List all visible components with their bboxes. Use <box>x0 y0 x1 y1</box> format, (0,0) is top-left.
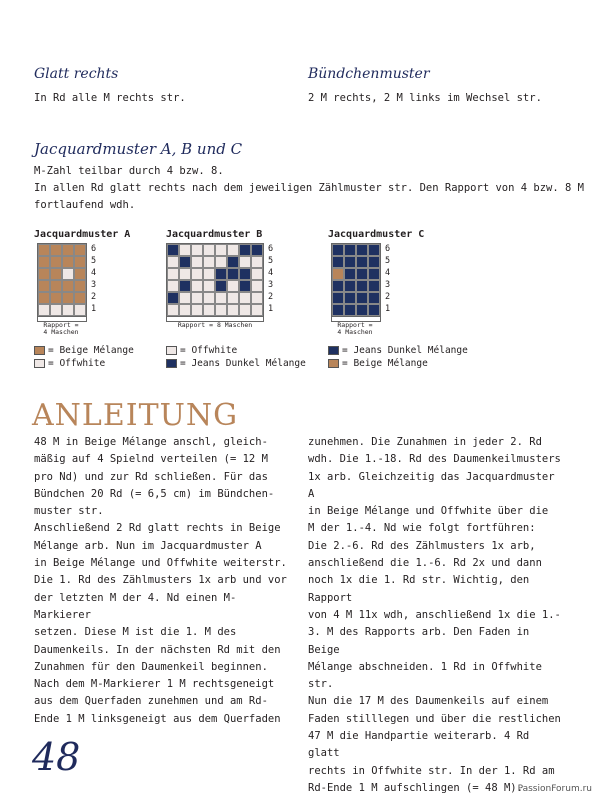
chart-c-cell <box>356 256 368 268</box>
chart-b-row-number: 3 <box>268 280 274 290</box>
chart-c-cell <box>344 304 356 316</box>
anleitung-line: Die 2.-6. Rd des Zählmusters 1x arb, <box>308 539 536 552</box>
legend-swatch <box>166 346 177 355</box>
legend-item <box>34 344 134 357</box>
chart-a-cell <box>38 304 50 316</box>
chart-a-cell <box>38 244 50 256</box>
chart-b-cell <box>227 268 239 280</box>
chart-c-legend <box>328 344 468 370</box>
chart-a-cell <box>38 268 50 280</box>
anleitung-line: Mélange arb. Nun im Jacquardmuster A <box>34 539 262 552</box>
chart-c-rapport <box>328 322 382 336</box>
chart-b-cell <box>215 304 227 316</box>
chart-c-row-number: 1 <box>385 304 391 314</box>
chart-b-legend <box>166 344 306 370</box>
chart-a-cell <box>74 280 86 292</box>
anleitung-title: ANLEITUNG <box>32 398 239 433</box>
chart-a-row-number: 4 <box>91 268 97 278</box>
chart-c-row-numbers <box>385 243 390 317</box>
anleitung-line: M der 1.-4. Nd wie folgt fortführen: <box>308 522 536 535</box>
anleitung-line: in Beige Mélange und Offwhite über die <box>308 505 549 518</box>
chart-a-cell <box>74 304 86 316</box>
page-number: 48 <box>32 735 81 779</box>
chart-a <box>34 229 134 370</box>
glatt-rechts-text: In Rd alle M rechts str. <box>34 92 186 104</box>
anleitung-left-column <box>34 434 289 728</box>
legend-label: = Beige Mélange <box>342 358 428 369</box>
chart-b-row-number: 6 <box>268 244 274 254</box>
chart-c-grid <box>331 243 381 317</box>
chart-a-cell <box>50 304 62 316</box>
chart-c-cell <box>368 268 380 280</box>
anleitung-line: der letzten M der 4. Nd einen M-Markierer <box>34 591 237 621</box>
anleitung-line: aus dem Querfaden zunehmen und am Rd- <box>34 695 268 708</box>
chart-a-row-number: 2 <box>91 292 97 302</box>
chart-c-cell <box>356 304 368 316</box>
legend-label: = Jeans Dunkel Mélange <box>342 345 468 356</box>
chart-b-cell <box>179 304 191 316</box>
chart-b-cell <box>167 256 179 268</box>
chart-a-row-number: 5 <box>91 256 97 266</box>
chart-c-row-number: 5 <box>385 256 391 266</box>
watermark: PassionForum.ru <box>517 784 592 794</box>
chart-a-rapport-line2: 4 Maschen <box>43 328 79 336</box>
chart-b-cell <box>191 268 203 280</box>
chart-a-rapport-line1: Rapport = <box>43 321 79 329</box>
chart-a-cell <box>74 256 86 268</box>
anleitung-line: setzen. Diese M ist die 1. M des <box>34 626 237 639</box>
anleitung-line: Bündchen 20 Rd (= 6,5 cm) im Bündchen- <box>34 487 275 500</box>
chart-c-row-number: 3 <box>385 280 391 290</box>
legend-swatch <box>166 359 177 368</box>
chart-a-cell <box>62 268 74 280</box>
legend-label: = Offwhite <box>180 345 238 356</box>
chart-c-cell <box>344 292 356 304</box>
anleitung-line: Nun die 17 M des Daumenkeils auf einem <box>308 695 549 708</box>
chart-b-cell <box>227 256 239 268</box>
chart-b-cell <box>203 256 215 268</box>
anleitung-line: 1x arb. Gleichzeitig das Jacquardmuster A <box>308 470 555 500</box>
anleitung-line: 47 M die Handpartie weiterarb. 4 Rd glatt <box>308 730 530 760</box>
chart-b-row-numbers <box>268 243 273 317</box>
anleitung-line: pro Nd) und zur Rd schließen. Für das <box>34 470 268 483</box>
chart-c-cell <box>368 304 380 316</box>
chart-b-cell <box>191 292 203 304</box>
chart-b-cell <box>203 304 215 316</box>
chart-b-cell <box>251 280 263 292</box>
anleitung-line: Rd-Ende 1 M aufschlingen (= 48 M). <box>308 781 523 794</box>
chart-b-cell <box>251 268 263 280</box>
chart-a-cell <box>74 292 86 304</box>
chart-c-cell <box>356 280 368 292</box>
chart-c-cell <box>356 268 368 280</box>
chart-b-row-number: 4 <box>268 268 274 278</box>
chart-c-cell <box>332 304 344 316</box>
chart-b-cell <box>215 280 227 292</box>
chart-c-cell <box>368 244 380 256</box>
chart-c-row-number: 4 <box>385 268 391 278</box>
chart-b-cell <box>167 268 179 280</box>
chart-a-cell <box>62 280 74 292</box>
chart-a-cell <box>38 256 50 268</box>
chart-b-cell <box>179 268 191 280</box>
chart-b-cell <box>167 280 179 292</box>
chart-b-cell <box>239 292 251 304</box>
anleitung-line: Daumenkeils. In der nächsten Rd mit den <box>34 643 281 656</box>
anleitung-line: 3. M des Rapports arb. Den Faden in Beige <box>308 626 530 656</box>
chart-b-cell <box>179 280 191 292</box>
chart-b-grid <box>166 243 264 317</box>
buendchenmuster-text: 2 M rechts, 2 M links im Wechsel str. <box>308 92 542 104</box>
chart-c-rapport-line1: Rapport = <box>337 321 373 329</box>
jacquard-line-3: fortlaufend wdh. <box>34 199 136 211</box>
legend-swatch <box>34 359 45 368</box>
anleitung-line: mäßig auf 4 Spielnd verteilen (= 12 M <box>34 453 268 466</box>
chart-a-row-number: 6 <box>91 244 97 254</box>
chart-b-cell <box>191 244 203 256</box>
legend-swatch <box>34 346 45 355</box>
chart-a-cell <box>38 292 50 304</box>
chart-a-rapport <box>34 322 88 336</box>
chart-b-cell <box>251 304 263 316</box>
chart-a-row-numbers <box>91 243 96 317</box>
anleitung-right-column <box>308 434 563 797</box>
chart-a-row-number: 3 <box>91 280 97 290</box>
chart-c <box>328 229 468 370</box>
heading-jacquardmuster: Jacquardmuster A, B und C <box>34 140 243 158</box>
chart-b-cell <box>227 280 239 292</box>
heading-buendchenmuster: Bündchenmuster <box>308 66 430 82</box>
chart-b-cell <box>251 256 263 268</box>
legend-item <box>166 344 306 357</box>
legend-item <box>34 357 134 370</box>
chart-c-rapport-line2: 4 Maschen <box>337 328 373 336</box>
chart-b-cell <box>239 304 251 316</box>
chart-a-row-number: 1 <box>91 304 97 314</box>
anleitung-line: muster str. <box>34 505 104 518</box>
chart-c-cell <box>332 244 344 256</box>
chart-c-cell <box>368 292 380 304</box>
chart-c-cell <box>368 256 380 268</box>
chart-c-row-number: 6 <box>385 244 391 254</box>
legend-item <box>328 357 468 370</box>
chart-c-cell <box>344 256 356 268</box>
chart-b-cell <box>179 244 191 256</box>
chart-a-cell <box>62 304 74 316</box>
chart-a-title: Jacquardmuster A <box>34 229 131 240</box>
anleitung-line: in Beige Mélange und Offwhite weiterstr. <box>34 557 287 570</box>
chart-b-cell <box>215 256 227 268</box>
chart-b-cell <box>227 244 239 256</box>
chart-b-cell <box>191 280 203 292</box>
chart-b-cell <box>167 304 179 316</box>
chart-a-cell <box>74 244 86 256</box>
jacquard-line-1: M-Zahl teilbar durch 4 bzw. 8. <box>34 165 224 177</box>
chart-b-cell <box>239 268 251 280</box>
anleitung-line: wdh. Die 1.-18. Rd des Daumenkeilmusters <box>308 453 561 466</box>
legend-item <box>328 344 468 357</box>
chart-c-cell <box>368 280 380 292</box>
legend-label: = Offwhite <box>48 358 106 369</box>
anleitung-line: 48 M in Beige Mélange anschl, gleich- <box>34 436 268 448</box>
anleitung-line: Die 1. Rd des Zählmusters 1x arb und vor <box>34 574 287 587</box>
anleitung-line: von 4 M 11x wdh, anschließend 1x die 1.- <box>308 608 561 621</box>
chart-c-title: Jacquardmuster C <box>328 229 425 240</box>
chart-a-cell <box>38 280 50 292</box>
chart-b-row-number: 1 <box>268 304 274 314</box>
chart-b-cell <box>251 292 263 304</box>
chart-b-rapport: Rapport = 8 Maschen <box>177 321 253 329</box>
chart-b-cell <box>215 292 227 304</box>
chart-b-cell <box>203 268 215 280</box>
anleitung-line: Mélange abschneiden. 1 Rd in Offwhite str. <box>308 660 542 691</box>
chart-a-cell <box>62 256 74 268</box>
anleitung-line: noch 1x die 1. Rd str. Wichtig, den Rapport <box>308 574 530 604</box>
jacquard-line-2: In allen Rd glatt rechts nach dem jeweiligen Zählmuster str. Den Rapport von 4 bzw. 8 M <box>34 182 584 194</box>
anleitung-line: Faden stilllegen und über die restlichen <box>308 712 561 725</box>
chart-c-cell <box>344 268 356 280</box>
chart-b-cell <box>227 292 239 304</box>
chart-b-cell <box>203 280 215 292</box>
chart-a-cell <box>50 280 62 292</box>
chart-a-cell <box>50 268 62 280</box>
chart-b-cell <box>167 292 179 304</box>
anleitung-line: anschließend die 1.-6. Rd 2x und dann <box>308 557 542 570</box>
chart-a-cell <box>74 268 86 280</box>
chart-b-cell <box>251 244 263 256</box>
chart-b-cell <box>239 280 251 292</box>
anleitung-line: rechts in Offwhite str. In der 1. Rd am <box>308 764 555 777</box>
legend-label: = Beige Mélange <box>48 345 134 356</box>
chart-c-cell <box>356 244 368 256</box>
anleitung-line: Anschließend 2 Rd glatt rechts in Beige <box>34 522 281 535</box>
chart-b-cell <box>191 256 203 268</box>
chart-b-cell <box>203 244 215 256</box>
chart-c-cell <box>332 256 344 268</box>
chart-a-cell <box>50 256 62 268</box>
chart-b-cell <box>179 292 191 304</box>
chart-a-cell <box>50 244 62 256</box>
chart-a-cell <box>50 292 62 304</box>
anleitung-line: Ende 1 M linksgeneigt aus dem Querfaden <box>34 712 281 725</box>
chart-b-cell <box>227 304 239 316</box>
chart-c-cell <box>356 292 368 304</box>
chart-b-cell <box>179 256 191 268</box>
chart-b-cell <box>203 292 215 304</box>
chart-c-row-number: 2 <box>385 292 391 302</box>
chart-b-title: Jacquardmuster B <box>166 229 263 240</box>
chart-b-row-number: 5 <box>268 256 274 266</box>
chart-b-cell <box>215 244 227 256</box>
legend-label: = Jeans Dunkel Mélange <box>180 358 306 369</box>
chart-c-cell <box>332 292 344 304</box>
chart-a-grid <box>37 243 87 317</box>
chart-b-cell <box>215 268 227 280</box>
chart-a-cell <box>62 244 74 256</box>
legend-swatch <box>328 359 339 368</box>
legend-item <box>166 357 306 370</box>
chart-b-row-number: 2 <box>268 292 274 302</box>
chart-b-cell <box>167 244 179 256</box>
chart-c-cell <box>344 280 356 292</box>
chart-b <box>166 229 306 370</box>
chart-c-cell <box>332 268 344 280</box>
chart-b-cell <box>239 244 251 256</box>
chart-c-cell <box>344 244 356 256</box>
chart-a-legend <box>34 344 134 370</box>
chart-a-cell <box>62 292 74 304</box>
anleitung-line: Nach dem M-Markierer 1 M rechtsgeneigt <box>34 678 275 691</box>
chart-b-cell <box>191 304 203 316</box>
legend-swatch <box>328 346 339 355</box>
chart-c-cell <box>332 280 344 292</box>
heading-glatt-rechts: Glatt rechts <box>34 66 119 82</box>
anleitung-line: Zunahmen für den Daumenkeil beginnen. <box>34 660 268 673</box>
anleitung-line: zunehmen. Die Zunahmen in jeder 2. Rd <box>308 436 542 448</box>
chart-b-cell <box>239 256 251 268</box>
